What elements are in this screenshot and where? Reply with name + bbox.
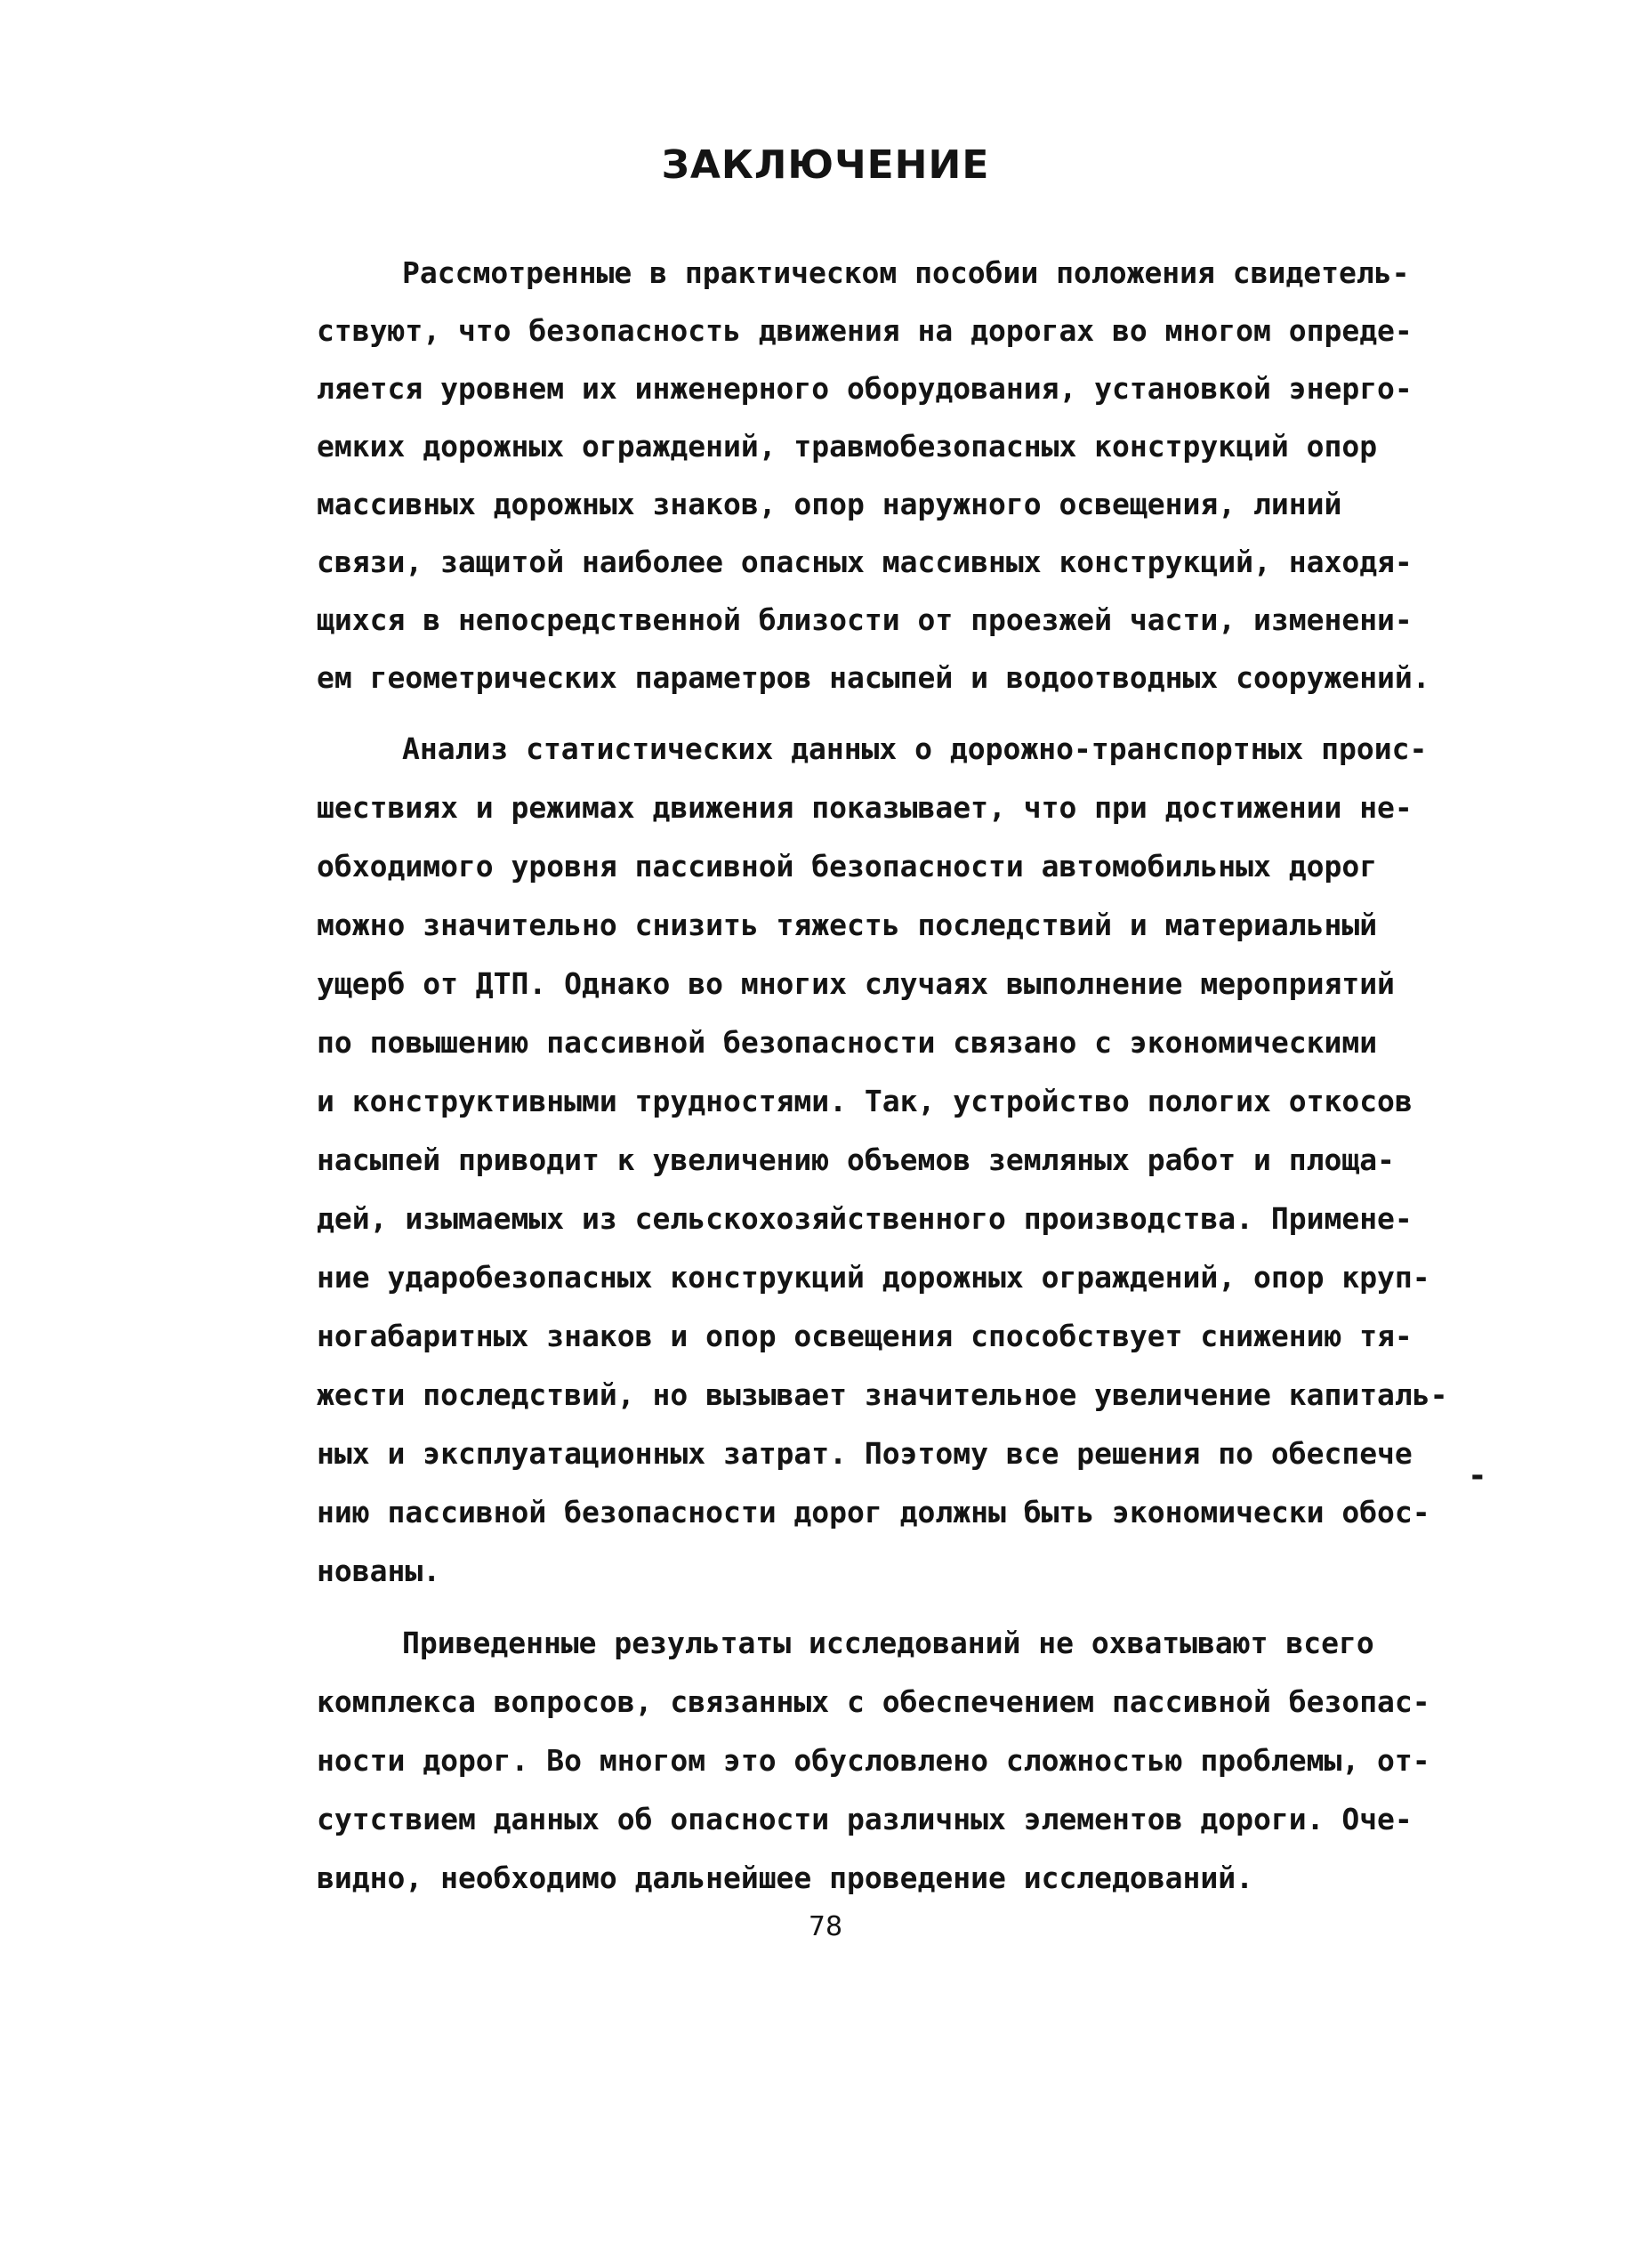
paragraph-1-line-4: емких дорожных ограждений, травмобезопасных конструкций опор	[317, 429, 1378, 464]
paragraph-2-line-10: ние ударобезопасных конструкций дорожных ограждений, опор круп-	[317, 1260, 1430, 1295]
paragraph-2-line-4: можно значительно снизить тяжесть последствий и материальный	[317, 908, 1378, 942]
paragraph-3-line-1: Приведенные результаты исследований не охватывают всего	[402, 1626, 1374, 1660]
paragraph-1-line-3: ляется уровнем их инженерного оборудования, установкой энерго-	[317, 371, 1413, 406]
paragraph-2-line-1: Анализ статистических данных о дорожно-транспортных проис-	[402, 731, 1428, 766]
paragraph-1-line-6: связи, защитой наиболее опасных массивных конструкций, находя-	[317, 545, 1413, 579]
page-title: ЗАКЛЮЧЕНИЕ	[661, 142, 990, 188]
paragraph-1-line-1: Рассмотренные в практическом пособии положения свидетель-	[402, 255, 1410, 290]
paragraph-1-line-8: ем геометрических параметров насыпей и водоотводных сооружений.	[317, 660, 1430, 695]
paragraph-2-line-6: по повышению пассивной безопасности связано с экономическими	[317, 1025, 1378, 1060]
paragraph-2-line-14: нию пассивной безопасности дорог должны быть экономически обос-	[317, 1495, 1430, 1529]
paragraph-2-line-7: и конструктивными трудностями. Так, устройство пологих откосов	[317, 1084, 1413, 1118]
paragraph-2-line-2: шествиях и режимах движения показывает, что при достижении не-	[317, 790, 1413, 825]
paragraph-2-line-9: дей, изымаемых из сельскохозяйственного производства. Примене-	[317, 1201, 1413, 1236]
paragraph-2-line-11: ногабаритных знаков и опор освещения способствует снижению тя-	[317, 1319, 1413, 1353]
paragraph-2-line-12: жести последствий, но вызывает значительное увеличение капиталь-	[317, 1377, 1448, 1412]
paragraph-2-line-8: насыпей приводит к увеличению объемов земляных работ и площа-	[317, 1142, 1395, 1177]
paragraph-3-line-5: видно, необходимо дальнейшее проведение исследований.	[317, 1860, 1253, 1895]
paragraph-1-line-7: щихся в непосредственной близости от проезжей части, изменени-	[317, 602, 1413, 637]
paragraph-3-line-3: ности дорог. Во многом это обусловлено сложностью проблемы, от-	[317, 1743, 1430, 1778]
paragraph-1-line-5: массивных дорожных знаков, опор наружного освещения, линий	[317, 487, 1342, 521]
paragraph-1-line-2: ствуют, что безопасность движения на дорогах во многом опреде-	[317, 313, 1413, 348]
paragraph-3-line-2: комплекса вопросов, связанных с обеспечением пассивной безопас-	[317, 1684, 1430, 1719]
page-number: 78	[808, 1911, 843, 1942]
paragraph-2-line-15: нованы.	[317, 1554, 441, 1588]
line-end-hyphen: -	[1468, 1457, 1487, 1494]
paragraph-3-line-4: сутствием данных об опасности различных элементов дороги. Оче-	[317, 1802, 1413, 1836]
paragraph-2-line-13: ных и эксплуатационных затрат. Поэтому все решения по обеспече	[317, 1436, 1413, 1471]
paragraph-2-line-3: обходимого уровня пассивной безопасности автомобильных дорог	[317, 849, 1378, 884]
paragraph-2-line-5: ущерб от ДТП. Однако во многих случаях выполнение мероприятий	[317, 966, 1395, 1001]
